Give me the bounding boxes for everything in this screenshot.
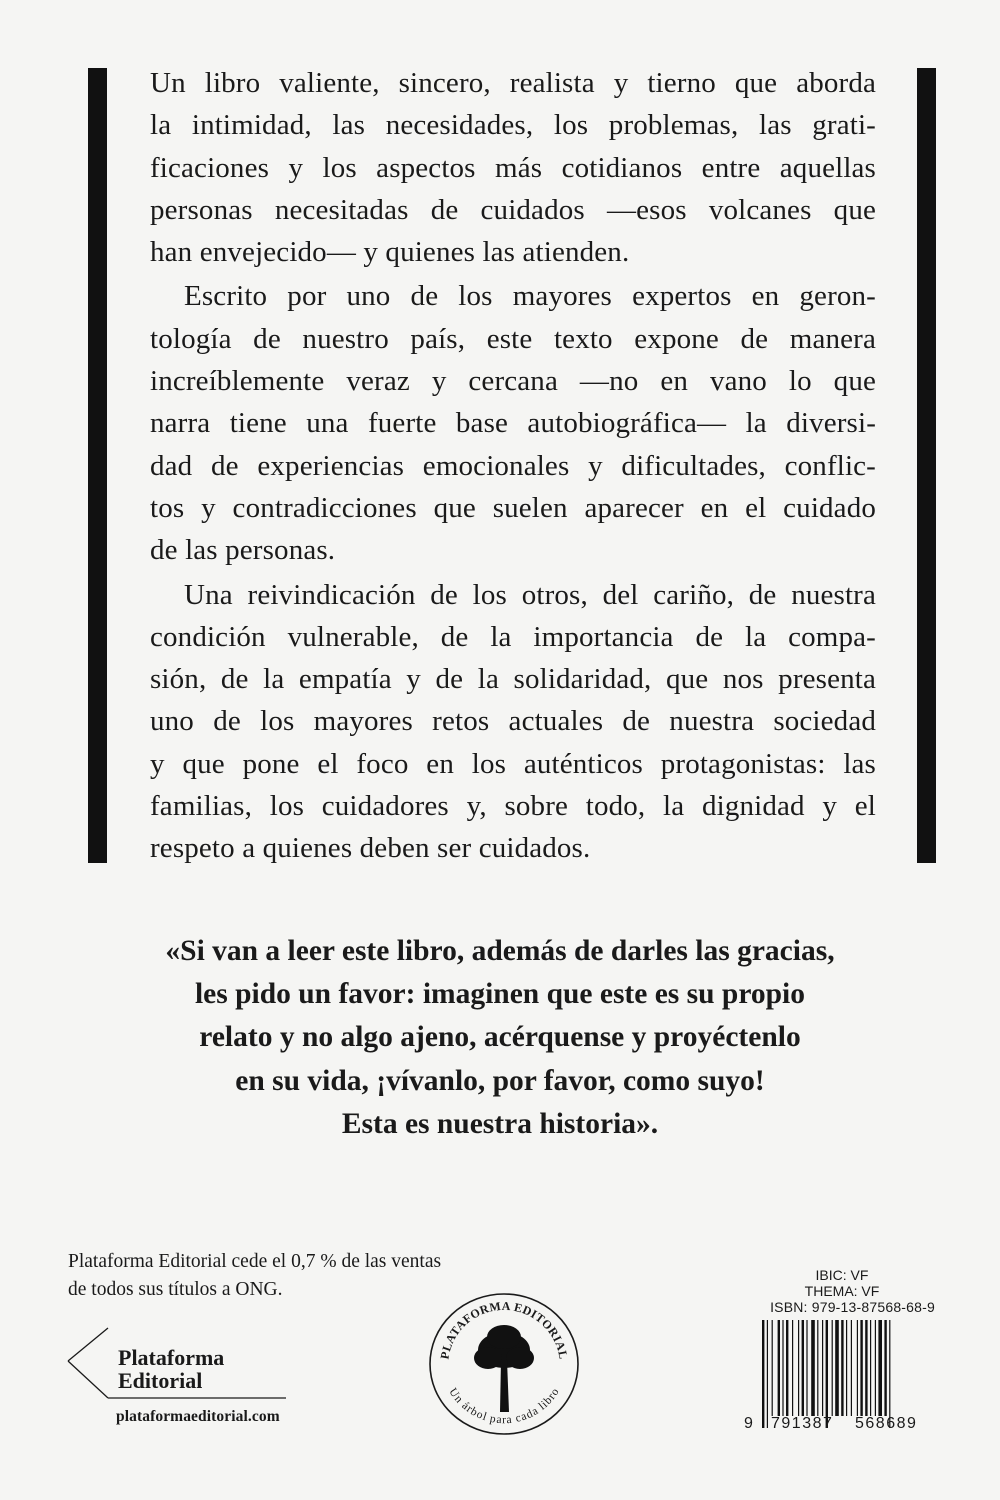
barcode-digits-right: 568689 <box>855 1415 918 1432</box>
blurb-line: tología de nuestro país, este texto expone de manera <box>150 322 876 355</box>
back-cover-blurb <box>150 62 876 872</box>
barcode-bar <box>786 1320 788 1416</box>
seal-top-text: PLATAFORMA EDITORIAL <box>437 1298 571 1361</box>
quote-line: en su vida, ¡vívanlo, por favor, como suyo! <box>235 1064 765 1097</box>
blurb-line: y que pone el foco en los auténticos protagonistas: las <box>150 747 876 780</box>
tree-seal-icon <box>426 1290 582 1438</box>
left-decorative-bar <box>88 68 107 863</box>
barcode-bar <box>817 1320 818 1416</box>
thema-code: THEMA: VF <box>804 1283 880 1299</box>
barcode-bar <box>767 1320 768 1428</box>
blurb-line: respeto a quienes deben ser cuidados. <box>150 832 591 865</box>
blurb-paragraph-3 <box>150 574 876 870</box>
barcode-bar <box>889 1320 890 1428</box>
barcode-digit-first: 9 <box>744 1415 755 1432</box>
barcode-bar <box>865 1320 867 1416</box>
barcode-bar <box>851 1320 852 1416</box>
barcode-bar <box>857 1320 858 1416</box>
barcode-bar <box>846 1320 847 1416</box>
blurb-line: sión, de la empatía y de la solidaridad, que nos presenta <box>150 663 876 696</box>
barcode-bar <box>798 1320 799 1416</box>
classification-codes <box>752 1267 935 1315</box>
blurb-line: de las personas. <box>150 534 336 567</box>
quote-line: «Si van a leer este libro, además de darles las gracias, <box>165 935 835 967</box>
blurb-line: familias, los cuidadores y, sobre todo, la dignidad y el <box>150 790 876 823</box>
barcode-digits-left: 791387 <box>771 1415 834 1432</box>
barcode-bar <box>878 1320 882 1416</box>
blurb-line: han envejecido— y quienes las atienden. <box>150 236 630 269</box>
blurb-line: increíblemente veraz y cercana —no en vano lo que <box>150 365 876 398</box>
barcode-bar <box>822 1320 823 1416</box>
ong-line: de todos sus títulos a ONG. <box>68 1279 283 1300</box>
pull-quote <box>100 930 900 1146</box>
right-decorative-bar <box>917 68 936 863</box>
quote-line: relato y no algo ajeno, acérquense y proyéctenlo <box>199 1021 801 1054</box>
blurb-line: la intimidad, las necesidades, los problemas, las grati- <box>150 109 876 142</box>
blurb-line: Escrito por uno de los mayores expertos en geron- <box>184 280 876 313</box>
barcode-bar <box>860 1320 862 1416</box>
blurb-line: uno de los mayores retos actuales de nuestra sociedad <box>150 705 876 738</box>
blurb-line: dad de experiencias emocionales y dificultades, conflic- <box>150 449 876 482</box>
barcode-bar <box>806 1320 807 1416</box>
publisher-url: plataformaeditorial.com <box>116 1408 280 1425</box>
seal-bottom-text: Un árbol para cada libro <box>446 1386 562 1427</box>
blurb-line: ficaciones y los aspectos más cotidianos entre aquellas <box>150 151 876 184</box>
ong-line: Plataforma Editorial cede el 0,7 % de las ventas <box>68 1251 442 1272</box>
ong-donation-note <box>68 1248 441 1304</box>
publisher-logo-text <box>118 1346 224 1392</box>
barcode-bar <box>835 1320 839 1416</box>
logo-line: Editorial <box>118 1368 203 1393</box>
logo-line: Plataforma <box>118 1345 225 1370</box>
barcode-bar <box>875 1320 876 1416</box>
blurb-paragraph-1 <box>150 62 876 273</box>
quote-line: les pido un favor: imaginen que este es su propio <box>194 978 805 1011</box>
isbn-code: ISBN: 979-13-87568-68-9 <box>770 1299 935 1315</box>
barcode-bar <box>792 1320 793 1416</box>
barcode-bar <box>762 1320 764 1428</box>
ibic-code: IBIC: VF <box>815 1267 869 1283</box>
blurb-line: condición vulnerable, de la importancia de la compa- <box>150 620 876 653</box>
blurb-paragraph-2 <box>150 275 876 571</box>
barcode-bar <box>772 1320 773 1416</box>
tree-icon <box>474 1325 534 1412</box>
barcode-bar <box>870 1320 871 1416</box>
barcode-bar <box>832 1320 833 1416</box>
isbn-barcode-icon <box>760 1320 932 1430</box>
blurb-line: Una reivindicación de los otros, del cariño, de nuestra <box>184 578 876 611</box>
barcode-bar <box>826 1320 828 1428</box>
blurb-line: narra tiene una fuerte base autobiográfica— la diversi- <box>150 407 876 440</box>
barcode-bar <box>778 1320 780 1416</box>
barcode-bar <box>782 1320 783 1416</box>
barcode-bar <box>802 1320 804 1416</box>
barcode-bar <box>884 1320 886 1416</box>
barcode-bar <box>841 1320 843 1416</box>
barcode-bar <box>811 1320 815 1416</box>
blurb-line: tos y contradicciones que suelen aparecer en el cuidado <box>150 491 876 524</box>
blurb-line: Un libro valiente, sincero, realista y tierno que aborda <box>150 67 876 99</box>
quote-line: Esta es nuestra historia». <box>341 1107 659 1140</box>
blurb-line: personas necesitadas de cuidados —esos volcanes que <box>150 193 876 226</box>
